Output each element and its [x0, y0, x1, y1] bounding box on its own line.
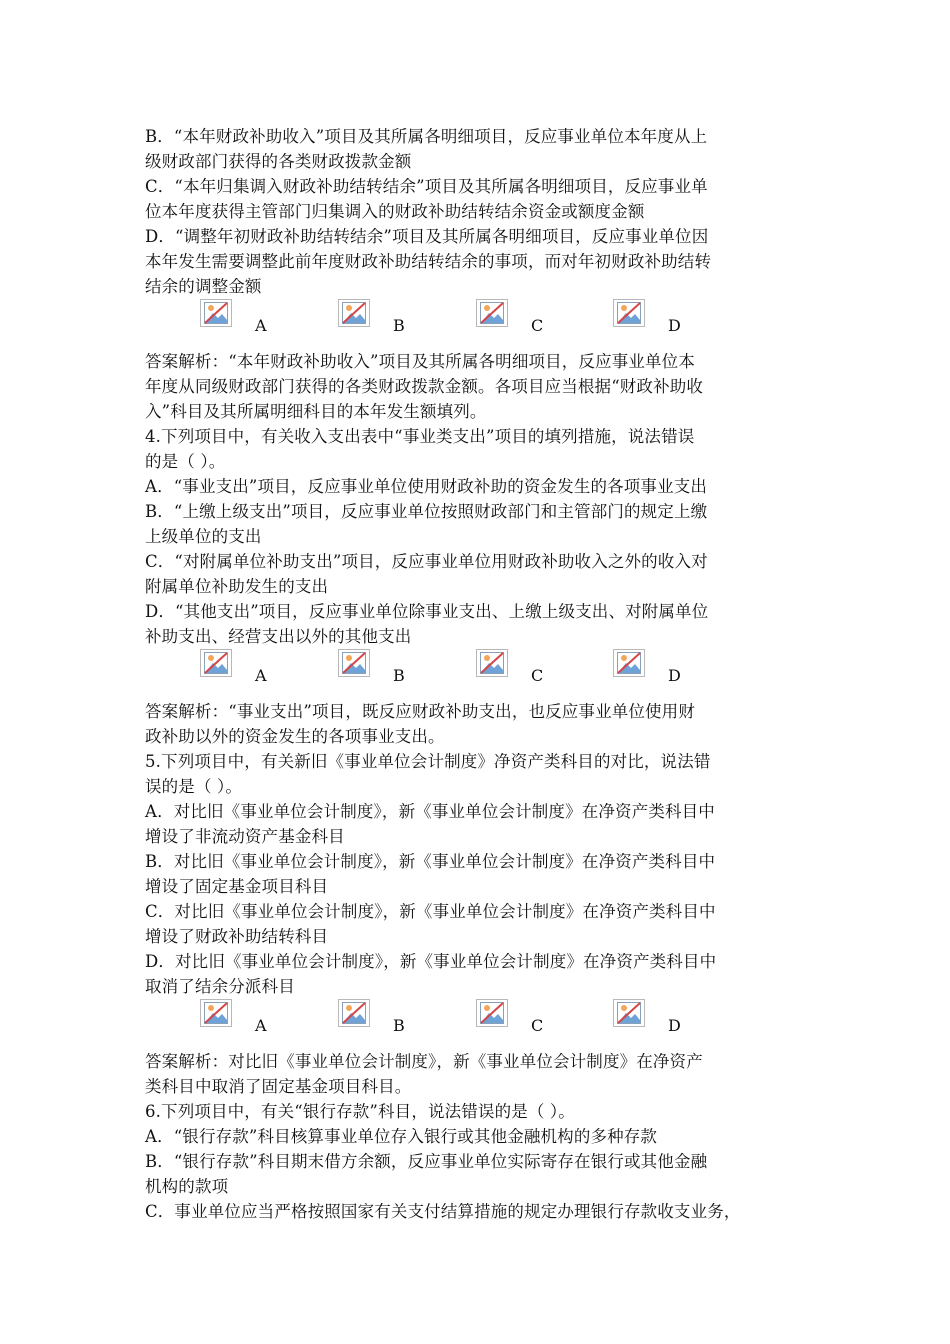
option-label: A: [255, 1016, 267, 1035]
broken-image-icon[interactable]: [338, 299, 370, 327]
text-line: 结余的调整金额: [145, 277, 262, 296]
text-line: C．对比旧《事业单位会计制度》，新《事业单位会计制度》在净资产类科目中: [145, 902, 716, 921]
broken-image-icon[interactable]: [200, 649, 232, 677]
text-line: 位本年度获得主管部门归集调入的财政补助结转结余资金或额度金额: [145, 202, 645, 221]
broken-image-icon[interactable]: [476, 649, 508, 677]
text-line: 5.下列项目中，有关新旧《事业单位会计制度》净资产类科目的对比，说法错: [145, 752, 711, 771]
text-line: 类科目中取消了固定基金项目科目。: [145, 1077, 412, 1096]
text-line: 增设了固定基金项目科目: [145, 877, 329, 896]
text-line: 年度从同级财政部门获得的各类财政拨款金额。各项目应当根据“财政补助收: [145, 377, 704, 396]
text-line: B．“银行存款”科目期末借方余额，反应事业单位实际寄存在银行或其他金融: [145, 1152, 708, 1171]
broken-image-icon[interactable]: [338, 649, 370, 677]
text-line: 补助支出、经营支出以外的其他支出: [145, 627, 412, 646]
text-line: C．“对附属单位补助支出”项目，反应事业单位用财政补助收入之外的收入对: [145, 552, 708, 571]
option-label: A: [255, 666, 267, 685]
text-line: 本年发生需要调整此前年度财政补助结转结余的事项，而对年初财政补助结转: [145, 252, 712, 271]
text-line: 答案解析：对比旧《事业单位会计制度》，新《事业单位会计制度》在净资产: [145, 1052, 703, 1071]
text-line: 6.下列项目中，有关“银行存款”科目，说法错误的是（ ）。: [145, 1102, 575, 1121]
text-line: 答案解析：“事业支出”项目，既反应财政补助支出，也反应事业单位使用财: [145, 702, 695, 721]
answer-options-row: [145, 299, 815, 349]
text-line: C．“本年归集调入财政补助结转结余”项目及其所属各明细项目，反应事业单: [145, 177, 708, 196]
text-line: 政补助以外的资金发生的各项事业支出。: [145, 727, 445, 746]
text-line: 误的是（ ）。: [145, 777, 243, 796]
text-line: 机构的款项: [145, 1177, 229, 1196]
option-label: C: [531, 666, 544, 685]
broken-image-icon[interactable]: [613, 649, 645, 677]
option-label: B: [393, 666, 405, 685]
text-line: C．事业单位应当严格按照国家有关支付结算措施的规定办理银行存款收支业务，: [145, 1202, 741, 1221]
text-line: 增设了非流动资产基金科目: [145, 827, 345, 846]
option-label: D: [668, 1016, 681, 1035]
text-line: 取消了结余分派科目: [145, 977, 295, 996]
text-line: A．对比旧《事业单位会计制度》，新《事业单位会计制度》在净资产类科目中: [145, 802, 715, 821]
option-label: D: [668, 316, 681, 335]
option-label: C: [531, 1016, 544, 1035]
broken-image-icon[interactable]: [200, 999, 232, 1027]
answer-options-row: [145, 999, 815, 1049]
broken-image-icon[interactable]: [613, 299, 645, 327]
text-line: 级财政部门获得的各类财政拨款金额: [145, 152, 412, 171]
text-line: B．对比旧《事业单位会计制度》，新《事业单位会计制度》在净资产类科目中: [145, 852, 716, 871]
text-line: 的是（ ）。: [145, 452, 226, 471]
text-line: 答案解析：“本年财政补助收入”项目及其所属各明细项目，反应事业单位本: [145, 352, 695, 371]
text-line: 增设了财政补助结转科目: [145, 927, 329, 946]
option-label: B: [393, 1016, 405, 1035]
broken-image-icon[interactable]: [613, 999, 645, 1027]
text-line: 附属单位补助发生的支出: [145, 577, 329, 596]
text-line: D．对比旧《事业单位会计制度》，新《事业单位会计制度》在净资产类科目中: [145, 952, 717, 971]
broken-image-icon[interactable]: [476, 299, 508, 327]
document-page: [145, 124, 815, 1224]
broken-image-icon[interactable]: [338, 999, 370, 1027]
text-line: A．“银行存款”科目核算事业单位存入银行或其他金融机构的多种存款: [145, 1127, 658, 1146]
answer-options-row: [145, 649, 815, 699]
text-line: 入”科目及其所属明细科目的本年发生额填列。: [145, 402, 487, 421]
option-label: B: [393, 316, 405, 335]
text-line: 上级单位的支出: [145, 527, 262, 546]
text-line: B．“上缴上级支出”项目，反应事业单位按照财政部门和主管部门的规定上缴: [145, 502, 708, 521]
broken-image-icon[interactable]: [476, 999, 508, 1027]
option-label: D: [668, 666, 681, 685]
text-line: D．“调整年初财政补助结转结余”项目及其所属各明细项目，反应事业单位因: [145, 227, 709, 246]
text-line: D．“其他支出”项目，反应事业单位除事业支出、上缴上级支出、对附属单位: [145, 602, 709, 621]
text-line: A．“事业支出”项目，反应事业单位使用财政补助的资金发生的各项事业支出: [145, 477, 708, 496]
broken-image-icon[interactable]: [200, 299, 232, 327]
text-line: 4.下列项目中，有关收入支出表中“事业类支出”项目的填列措施，说法错误: [145, 427, 695, 446]
text-line: B．“本年财政补助收入”项目及其所属各明细项目，反应事业单位本年度从上: [145, 127, 708, 146]
option-label: C: [531, 316, 544, 335]
option-label: A: [255, 316, 267, 335]
